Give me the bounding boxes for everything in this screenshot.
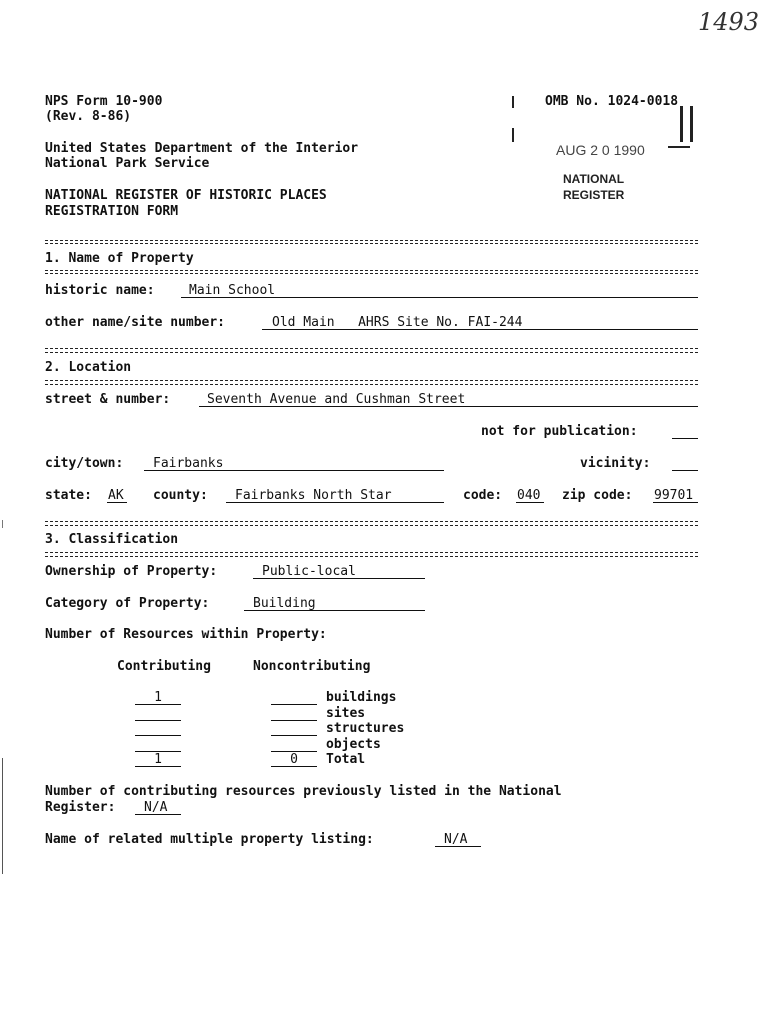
other-name-line [262, 329, 698, 330]
noncontributing-line [271, 735, 317, 736]
noncontributing-line [271, 720, 317, 721]
register-title: NATIONAL REGISTER OF HISTORIC PLACES [45, 188, 327, 203]
section-divider [45, 521, 698, 522]
state-value: AK [108, 488, 124, 503]
section-divider [45, 380, 698, 381]
scan-mark [2, 758, 3, 874]
street-label: street & number: [45, 392, 171, 407]
category-line [244, 610, 425, 611]
category-value: Building [253, 596, 316, 611]
multiple-property-line [435, 846, 481, 847]
stamp-bracket-mark [680, 106, 683, 142]
multiple-property-label: Name of related multiple property listing: [45, 832, 374, 847]
noncontributing-total-line [271, 766, 317, 767]
street-value: Seventh Avenue and Cushman Street [207, 392, 466, 407]
previously-listed-line [135, 814, 181, 815]
contributing-line [135, 735, 181, 736]
category-label: Category of Property: [45, 596, 210, 611]
section-divider [45, 270, 698, 271]
resource-type-label: sites [326, 706, 366, 721]
section-divider [45, 384, 698, 385]
city-line [144, 470, 444, 471]
section-2-title: 2. Location [45, 360, 132, 375]
vicinity-label: vicinity: [580, 456, 651, 471]
section-divider [45, 243, 698, 244]
other-name-value: Old Main AHRS Site No. FAI-244 [272, 315, 523, 330]
handwritten-page-number: 1493 [698, 8, 760, 36]
city-value: Fairbanks [153, 456, 224, 471]
form-revision: (Rev. 8-86) [45, 109, 132, 124]
stamp-bracket-mark [690, 106, 693, 142]
stamp-bracket-mark [668, 146, 690, 148]
resource-type-label: structures [326, 721, 405, 736]
historic-name-line [181, 297, 698, 298]
previously-listed-label: Number of contributing resources previously listed in the National [45, 784, 562, 799]
form-number: NPS Form 10-900 [45, 94, 163, 109]
resources-label: Number of Resources within Property: [45, 627, 327, 642]
historic-name-value: Main School [189, 283, 276, 298]
code-label: code: [463, 488, 503, 503]
stamp-bracket-mark [512, 128, 514, 142]
section-divider [45, 273, 698, 274]
ownership-label: Ownership of Property: [45, 564, 218, 579]
section-divider [45, 552, 698, 553]
resource-type-label: objects [326, 737, 381, 752]
zip-label: zip code: [562, 488, 633, 503]
noncontributing-total: 0 [290, 752, 298, 767]
not-for-publication-label: not for publication: [481, 424, 638, 439]
state-label: state: [45, 488, 92, 503]
stamp-bracket-mark [512, 96, 514, 108]
multiple-property-value: N/A [444, 832, 468, 847]
ownership-line [253, 578, 425, 579]
contributing-line [135, 720, 181, 721]
county-line [226, 502, 444, 503]
section-divider [45, 352, 698, 353]
code-value: 040 [517, 488, 541, 503]
previously-listed-label-register: Register: [45, 800, 116, 815]
resource-type-label: Total [326, 752, 366, 767]
state-line [107, 502, 127, 503]
registration-form-title: REGISTRATION FORM [45, 204, 179, 219]
section-1-title: 1. Name of Property [45, 251, 194, 266]
section-divider [45, 240, 698, 241]
noncontributing-header: Noncontributing [253, 659, 371, 674]
omb-number: OMB No. 1024-0018 [545, 94, 679, 109]
contributing-header: Contributing [117, 659, 211, 674]
contributing-count: 1 [154, 690, 162, 705]
zip-line [653, 502, 698, 503]
scan-mark [2, 520, 3, 528]
ownership-value: Public-local [262, 564, 356, 579]
zip-value: 99701 [654, 488, 694, 503]
vicinity-line [672, 470, 698, 471]
service-name: National Park Service [45, 156, 210, 171]
contributing-total-line [135, 766, 181, 767]
section-divider [45, 556, 698, 557]
other-name-label: other name/site number: [45, 315, 226, 330]
noncontributing-line [271, 704, 317, 705]
street-line [199, 406, 698, 407]
contributing-total: 1 [154, 752, 162, 767]
county-value: Fairbanks North Star [235, 488, 392, 503]
stamp-date: AUG 2 0 1990 [556, 142, 645, 158]
historic-name-label: historic name: [45, 283, 155, 298]
not-for-publication-line [672, 438, 698, 439]
previously-listed-value: N/A [144, 800, 168, 815]
department-name: United States Department of the Interior [45, 141, 359, 156]
city-label: city/town: [45, 456, 124, 471]
county-label: county: [153, 488, 208, 503]
section-divider [45, 348, 698, 349]
stamp-national: NATIONAL [563, 172, 625, 186]
code-line [516, 502, 544, 503]
section-3-title: 3. Classification [45, 532, 179, 547]
section-divider [45, 525, 698, 526]
contributing-line [135, 704, 181, 705]
resource-type-label: buildings [326, 690, 397, 705]
stamp-register: REGISTER [563, 188, 625, 202]
